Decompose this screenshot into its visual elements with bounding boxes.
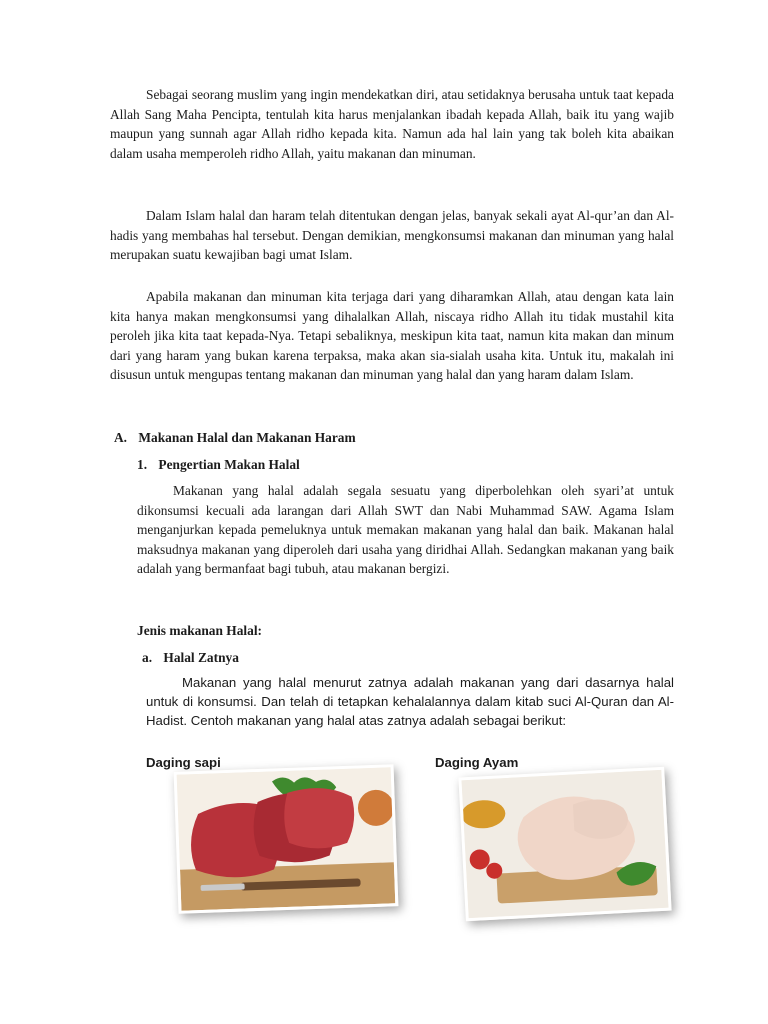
zat-paragraph: Makanan yang halal menurut zatnya adalah makanan yang dari dasarnya halal untuk di konsumsi. Dan telah di tetapkan kehalalannya dalam kitab suci Al-Quran dan Al-Hadist. Centoh makanan yang halal atas zatnya adalah sebagai berikut: (146, 675, 674, 728)
section-a-heading (114, 428, 356, 447)
chicken-illustration (462, 770, 669, 918)
intro-paragraph-2: Dalam Islam halal dan haram telah ditentukan dengan jelas, banyak sekali ayat Al-qur’an dan Al-hadis yang membahas hal tersebut. Dengan demikian, mengkonsumsi makanan dan minuman yang halal merupakan suatu kewajiban bagi umat Islam. (110, 208, 674, 263)
beef-illustration (177, 767, 396, 910)
jenis-heading: Jenis makanan Halal: (137, 623, 263, 638)
chicken-photo (458, 767, 671, 922)
subsection-a-title: Halal Zatnya (163, 650, 239, 665)
subsection-a-heading (142, 648, 239, 667)
subsection-1-marker: 1. (137, 457, 148, 472)
subsection-1-title: Pengertian Makan Halal (158, 457, 300, 472)
subsection-a-marker: a. (142, 650, 153, 665)
subsection-1-heading (137, 455, 300, 474)
beef-caption: Daging sapi (146, 755, 221, 770)
intro-paragraph-1: Sebagai seorang muslim yang ingin mendekatkan diri, atau setidaknya berusaha untuk taat kepada Allah Sang Maha Pencipta, tentulah kita harus menjalankan ibadah kepada Allah, baik itu yang wajib maupun yang sunnah agar Allah ridho kepada kita. Namun ada hal lain yang tak boleh kita abaikan dalam usaha memperoleh ridho Allah, yaitu makanan dan minuman. (110, 87, 674, 161)
definition-paragraph: Makanan yang halal adalah segala sesuatu yang diperbolehkan oleh syari’at untuk dikonsumsi kecuali ada larangan dari Allah SWT dan Nabi Muhammad SAW. Agama Islam menganjurkan kepada pemeluknya untuk memakan makanan yang halal dan baik. Makanan halal maksudnya makanan yang diperoleh dari usaha yang diridhai Allah. Sedangkan makanan yang baik adalah yang bermanfaat bagi tubuh, atau makanan bergizi. (137, 483, 674, 577)
beef-steak-3 (283, 787, 355, 850)
section-a-title: Makanan Halal dan Makanan Haram (138, 430, 356, 445)
section-a-marker: A. (114, 430, 128, 445)
chicken-caption: Daging Ayam (435, 755, 519, 770)
beef-photo (174, 764, 399, 914)
intro-paragraph-3: Apabila makanan dan minuman kita terjaga dari yang diharamkan Allah, atau dengan kata lain kita hanya makan mengkonsumsi yang dihalalkan Allah, niscaya ridho Allah itu tidak mustahil kita peroleh jika kita taat kepada-Nya. Tetapi sebaliknya, meskipun kita taat, namun kita makan dan minum dari yang haram yang bukan karena terpaksa, maka akan sia-sialah usaha kita. Untuk itu, makalah ini disusun untuk mengupas tentang makanan dan minuman yang halal dan yang haram dalam Islam. (110, 289, 674, 383)
